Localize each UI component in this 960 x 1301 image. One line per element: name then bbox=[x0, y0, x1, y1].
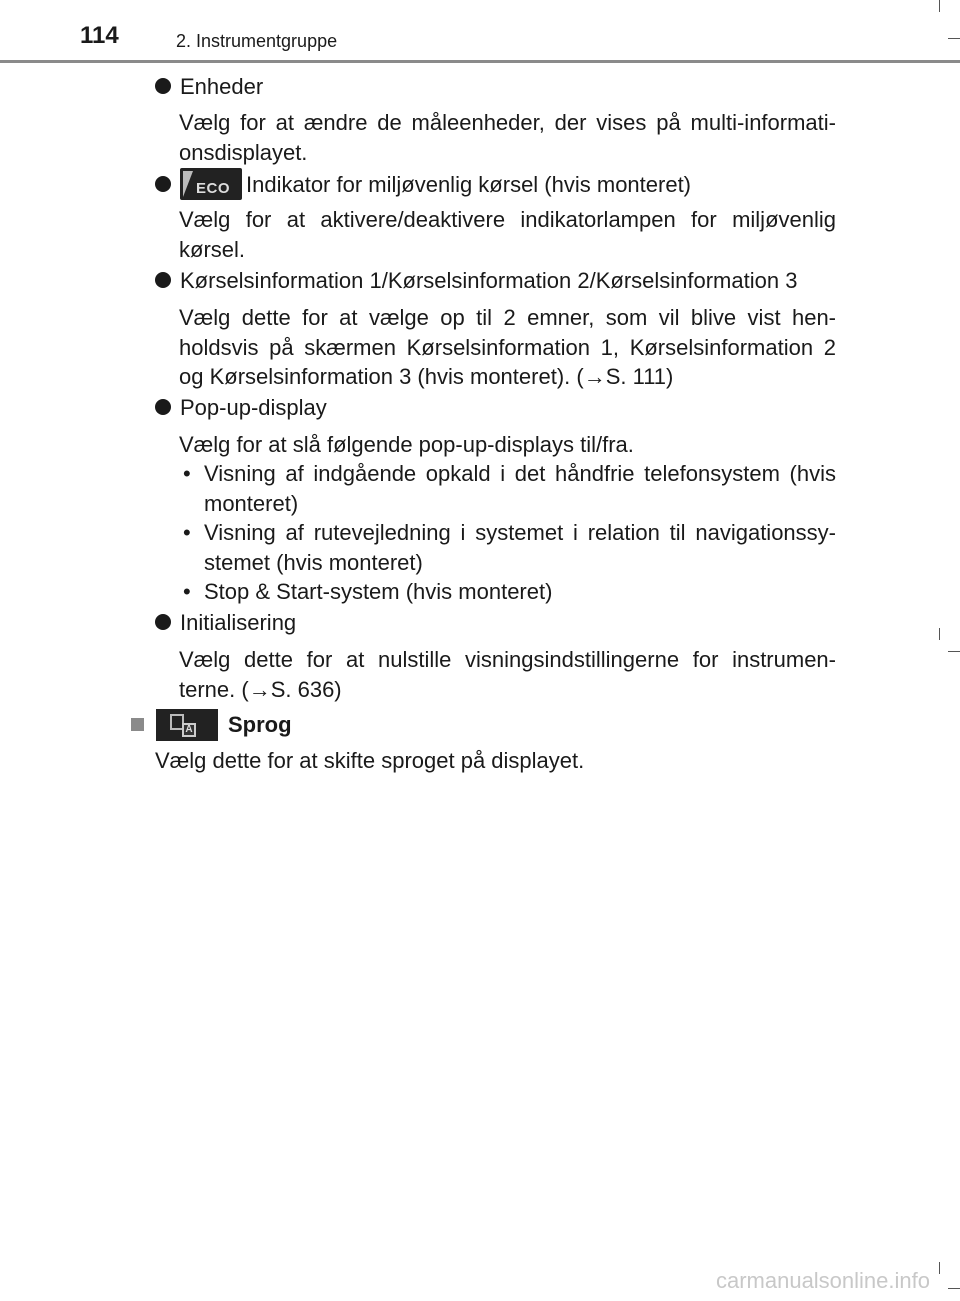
item-title: Indikator for miljøvenlig kørsel (hvis monteret) bbox=[246, 171, 692, 197]
square-bullet-icon bbox=[131, 718, 144, 731]
item-desc: Vælg for at slå følgende pop-up-displays til/fra. bbox=[179, 432, 634, 457]
item-initialisering bbox=[155, 609, 296, 637]
item-kørselsinformation bbox=[155, 267, 797, 295]
crop-mark bbox=[948, 651, 960, 652]
sub-item: • Visning af indgående opkald i det håndfrie telefonsystem (hvis monteret) bbox=[183, 461, 836, 516]
language-icon: A bbox=[156, 709, 218, 741]
crop-mark bbox=[948, 1288, 960, 1289]
bullet-dot-icon bbox=[155, 176, 171, 192]
crop-mark bbox=[948, 38, 960, 39]
item-title: Pop-up-display bbox=[180, 395, 327, 420]
item-enheder bbox=[155, 73, 263, 101]
item-title: Enheder bbox=[180, 74, 264, 99]
item-desc: Vælg dette for at nulstille visningsindstillingerne for instrumen-terne. (→S. 636) bbox=[179, 647, 836, 702]
section-heading-sprog bbox=[131, 709, 292, 742]
item-desc: Vælg for at ændre de måleenheder, der vises på multi-informati-onsdisplayet. bbox=[179, 110, 836, 165]
eco-icon: ECO bbox=[180, 168, 242, 200]
item-title: Kørselsinformation 1/Kørselsinformation 2/Kørselsinformation 3 bbox=[180, 268, 798, 293]
chapter-title: 2. Instrumentgruppe bbox=[176, 31, 338, 51]
page-header bbox=[0, 0, 960, 64]
bullet-dot-icon bbox=[155, 614, 171, 630]
page-number: 114 bbox=[80, 22, 119, 49]
sub-item: • Visning af rutevejledning i systemet i relation til navigationssy-stemet (hvis monteret) bbox=[183, 520, 836, 575]
item-popup-display bbox=[155, 394, 327, 422]
watermark: carmanualsonline.info bbox=[715, 1268, 930, 1293]
item-title: Initialisering bbox=[180, 610, 297, 635]
item-eco bbox=[155, 170, 691, 202]
bullet-dot-icon bbox=[155, 399, 171, 415]
sub-item: • Stop & Start-system (hvis monteret) bbox=[183, 579, 553, 604]
crop-mark bbox=[939, 628, 940, 640]
header-rule bbox=[0, 60, 960, 63]
item-desc: Vælg for at aktivere/deaktivere indikatorlampen for miljøvenlig kørsel. bbox=[179, 207, 836, 262]
item-desc: Vælg dette for at vælge op til 2 emner, som vil blive vist hen-holdsvis på skærmen Kørselsinformation 1, Kørselsinformation 2 og Kørselsinformation 3 (hvis monteret). (→S. 111) bbox=[179, 305, 836, 389]
crop-mark bbox=[939, 0, 940, 12]
section-title: Sprog bbox=[228, 712, 292, 737]
bullet-dot-icon bbox=[155, 272, 171, 288]
section-desc: Vælg dette for at skifte sproget på displayet. bbox=[155, 748, 585, 773]
bullet-dot-icon bbox=[155, 78, 171, 94]
crop-mark bbox=[939, 1262, 940, 1274]
